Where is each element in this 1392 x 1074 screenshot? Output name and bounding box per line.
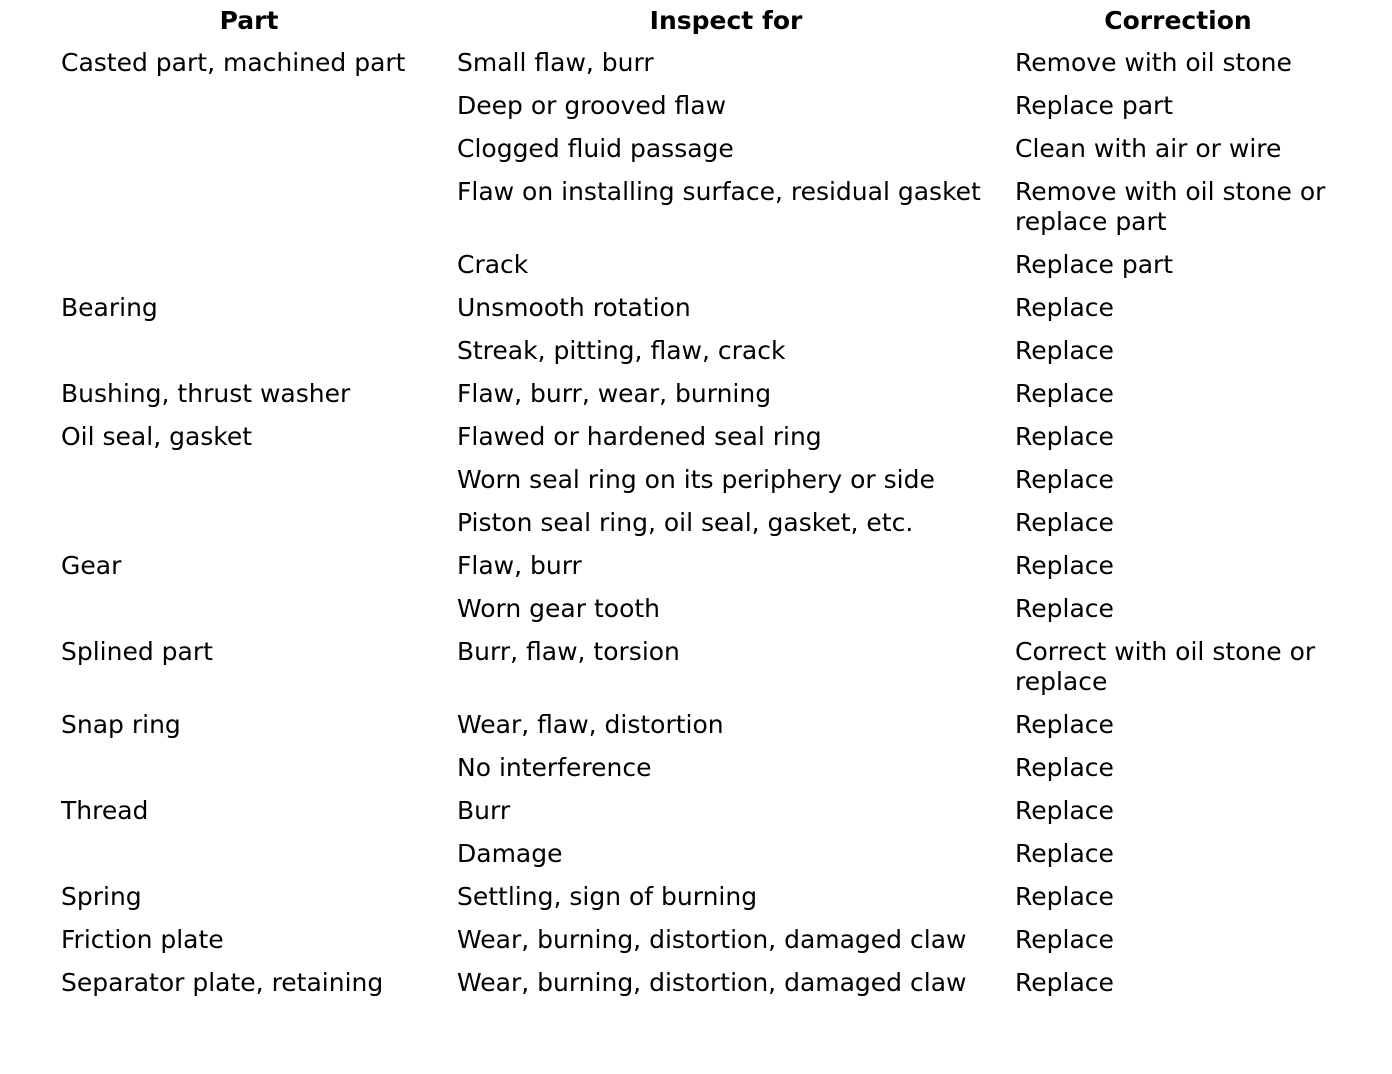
cell-correction: Replace [1015,336,1114,365]
cell-part: Thread [61,796,149,825]
table-row [51,459,1351,502]
cell-correction: Clean with air or wire [1015,134,1282,163]
header-row [51,2,1351,42]
cell-correction: Replace [1015,882,1114,911]
table-row [51,85,1351,128]
cell-inspect-for: Small flaw, burr [457,48,654,77]
cell-correction: Replace [1015,508,1114,537]
table-row [51,747,1351,790]
cell-correction: Replace [1015,293,1114,322]
table-body [51,42,1351,1005]
table-row [51,833,1351,876]
cell-inspect-for: Flaw, burr [457,551,582,580]
table-row [51,42,1351,85]
cell-correction: Remove with oil stone [1015,48,1292,77]
cell-inspect-for: Worn gear tooth [457,594,661,623]
table-row [51,171,1351,244]
cell-correction: Replace [1015,422,1114,451]
cell-inspect-for: Unsmooth rotation [457,293,691,322]
table-row [51,631,1351,704]
cell-inspect-for: No interference [457,753,652,782]
table-row [51,416,1351,459]
table-row [51,545,1351,588]
cell-inspect-for: Burr [457,796,511,825]
cell-correction: Replace part [1015,91,1174,120]
cell-part [51,833,447,876]
cell-correction: Replace [1015,968,1114,997]
cell-part [51,171,447,244]
header-correction: Correction [1104,6,1252,35]
cell-part [51,459,447,502]
cell-part [51,244,447,287]
cell-inspect-for: Flaw, burr, wear, burning [457,379,772,408]
table-row [51,373,1351,416]
cell-part: Snap ring [61,710,181,739]
cell-correction: Replace [1015,839,1114,868]
cell-correction: Replace [1015,753,1114,782]
cell-inspect-for: Clogged fluid passage [457,134,734,163]
cell-part: Separator plate, retaining [61,968,384,997]
cell-part: Bushing, thrust washer [61,379,351,408]
cell-inspect-for: Wear, flaw, distortion [457,710,724,739]
cell-inspect-for: Damage [457,839,563,868]
cell-part: Gear [61,551,122,580]
cell-part: Casted part, machined part [61,48,406,77]
header-inspect-for: Inspect for [649,6,803,35]
cell-part [51,128,447,171]
table-row [51,919,1351,962]
cell-part [51,85,447,128]
cell-inspect-for: Worn seal ring on its periphery or side [457,465,935,494]
cell-correction: Replace [1015,925,1114,954]
table-row [51,128,1351,171]
cell-inspect-for: Crack [457,250,529,279]
cell-inspect-for: Deep or grooved flaw [457,91,727,120]
table-row [51,876,1351,919]
table-row [51,704,1351,747]
table-row [51,287,1351,330]
table-header [51,2,1351,42]
cell-inspect-for: Settling, sign of burning [457,882,758,911]
cell-part: Bearing [61,293,158,322]
cell-inspect-for: Streak, pitting, flaw, crack [457,336,786,365]
cell-correction: Correct with oil stone or replace [1015,637,1316,696]
cell-correction: Replace part [1015,250,1174,279]
cell-inspect-for: Wear, burning, distortion, damaged claw [457,968,967,997]
table-row [51,502,1351,545]
cell-part: Oil seal, gasket [61,422,253,451]
cell-correction: Replace [1015,465,1114,494]
cell-part: Spring [61,882,142,911]
cell-part [51,502,447,545]
cell-part: Friction plate [61,925,224,954]
inspection-table [51,2,1351,1005]
cell-part [51,747,447,790]
cell-part [51,330,447,373]
table-row [51,962,1351,1005]
cell-inspect-for: Burr, flaw, torsion [457,637,680,666]
cell-inspect-for: Wear, burning, distortion, damaged claw [457,925,967,954]
cell-correction: Remove with oil stone or replace part [1015,177,1326,236]
cell-part: Splined part [61,637,213,666]
table-row [51,244,1351,287]
cell-inspect-for: Piston seal ring, oil seal, gasket, etc. [457,508,914,537]
header-part: Part [219,6,279,35]
table-row [51,588,1351,631]
cell-part [51,588,447,631]
cell-correction: Replace [1015,379,1114,408]
cell-correction: Replace [1015,796,1114,825]
cell-correction: Replace [1015,710,1114,739]
cell-inspect-for: Flaw on installing surface, residual gasket [457,177,981,206]
table-row [51,790,1351,833]
cell-correction: Replace [1015,594,1114,623]
cell-inspect-for: Flawed or hardened seal ring [457,422,822,451]
table-row [51,330,1351,373]
cell-correction: Replace [1015,551,1114,580]
